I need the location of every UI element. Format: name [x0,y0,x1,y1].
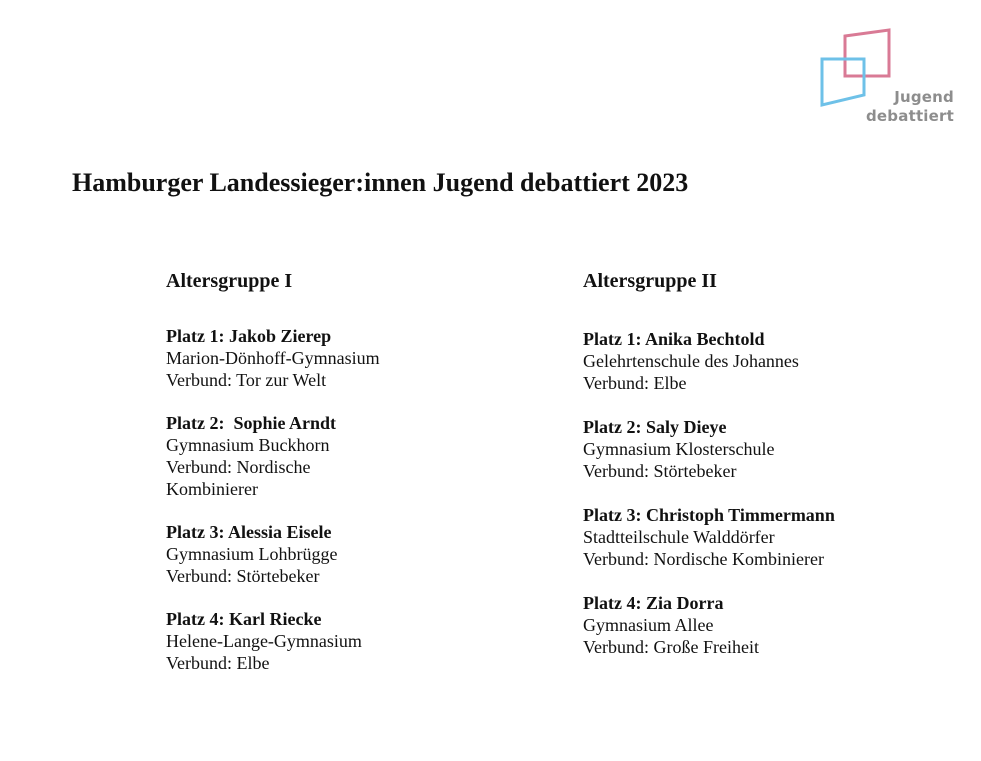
winner-place-name: Platz 3: Alessia Eisele [166,522,332,542]
winner-entry [583,328,923,394]
winner-list [166,325,506,674]
winner-school: Gymnasium Klosterschule [583,439,775,459]
winner-place-name: Platz 4: Karl Riecke [166,609,322,629]
logo-wordmark [866,88,954,126]
winner-school: Marion-Dönhoff-Gymnasium [166,348,380,368]
winner-entry [166,608,506,674]
group-heading: Altersgruppe I [166,270,293,292]
group-column-2 [583,268,923,680]
winner-entry [583,416,923,482]
group-heading: Altersgruppe II [583,270,717,292]
winner-school: Gymnasium Allee [583,615,714,635]
winner-place-name: Platz 2: Saly Dieye [583,417,727,437]
winner-alliance: Verbund: Elbe [583,373,687,393]
winner-school: Stadtteilschule Walddörfer [583,527,775,547]
winner-school: Gelehrtenschule des Johannes [583,351,799,371]
winner-entry [166,521,506,587]
winner-school: Gymnasium Lohbrügge [166,544,338,564]
logo-line-1: Jugend [894,88,954,106]
winner-alliance: Verbund: Große Freiheit [583,637,759,657]
group-column-1 [166,268,506,695]
jugend-debattiert-logo [818,28,958,132]
winner-school: Helene-Lange-Gymnasium [166,631,362,651]
winner-place-name: Platz 4: Zia Dorra [583,593,724,613]
winner-alliance: Verbund: Störtebeker [583,461,737,481]
winner-list [583,328,923,658]
winner-alliance: Verbund: Tor zur Welt [166,370,327,390]
winner-place-name: Platz 1: Anika Bechtold [583,329,765,349]
winner-alliance: Verbund: Störtebeker [166,566,320,586]
winner-entry [166,412,506,500]
winner-alliance: Verbund: Elbe [166,653,270,673]
winner-school: Gymnasium Buckhorn [166,435,330,455]
winner-place-name: Platz 1: Jakob Zierep [166,326,332,346]
winner-alliance: Verbund: Nordische Kombinierer [583,549,824,569]
winner-alliance: Verbund: Nordische Kombinierer [166,457,311,499]
winner-entry [583,504,923,570]
logo-line-2: debattiert [866,107,954,125]
winner-entry [166,325,506,391]
winner-place-name: Platz 2: Sophie Arndt [166,413,337,433]
winner-entry [583,592,923,658]
page-title: Hamburger Landessieger:innen Jugend debattiert 2023 [72,168,689,197]
winner-place-name: Platz 3: Christoph Timmermann [583,505,835,525]
